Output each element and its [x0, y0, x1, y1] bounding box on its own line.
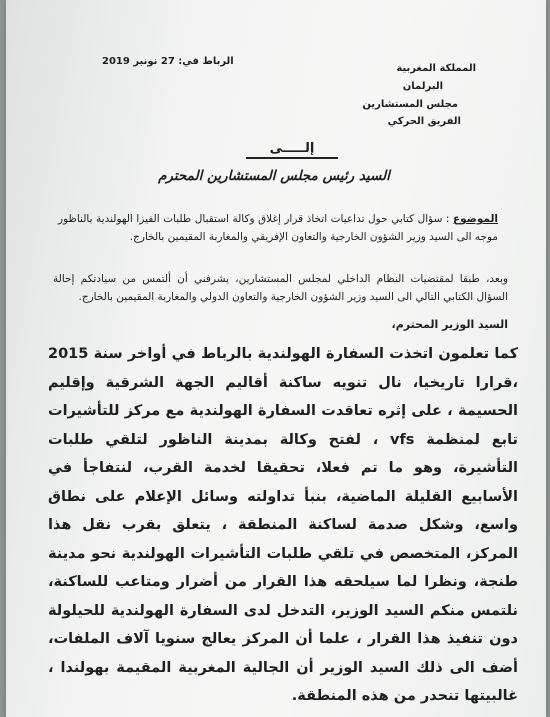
letter-page: [6, 0, 546, 717]
intro-paragraph: وبعد، طبقا لمقتضيات النظام الداخلي لمجلس المستشارين، يشرفني أن ألتمس من سيادتكم إحالة السؤال الكتابي التالي الى السيد وزير الشؤون الخارجية والتعاون الدولي والمغاربة المقيمين بالخارج.: [53, 273, 508, 303]
subject-text: : سؤال كتابي حول تداعيات اتخاذ قرار إغلاق وكالة استقبال طلبات الفيزا الهولندية بالناظور موجه الى السيد وزير الشؤون الخارجية والتعاون الإفريقي والمغاربة المقيمين بالخارج.: [58, 213, 498, 243]
letterhead-parliament: البرلمان: [402, 81, 443, 92]
letterhead-group: الفريق الحركي: [387, 116, 461, 127]
letterhead-kingdom: المملكة المغربية: [396, 63, 476, 74]
body-paragraph: كما تعلمون اتخذت السفارة الهولندية بالرباط في أواخر سنة 2015 ،قرارا تاريخيا، نال تنويه ساكنة أقاليم الجهة الشرقية وإقليم الحسيمة ، على إثره تعاقدت السفارة الهولندية مع مركز للتأشيرات تابع لمنظمة vfs ، لفتح وكالة بمدينة الناظور لتلقي طلبات التأشيرة، وهو ما تم فعلا، تحقيقا لخدمة القرب، لنتفاجأ في الأسابيع القليلة الماضية، بنبأ تداولته وسائل الإعلام على نطاق واسع، وشكل صدمة لساكنة المنطقة ، يتعلق بقرب نقل هذا المركز، المتخصص في تلقي طلبات التأشيرات الهولندية نحو مدينة طنجة، ونظرا لما سيلحقه هذا القرار من أضرار ومتاعب للساكنة، نلتمس منكم السيد الوزير، التدخل لدى السفارة الهولندية للحيلولة دون تنفيذ هذا القرار ، علما أن المركز يعالج سنويا آلاف الملفات، أضف الى ذلك السيد الوزير أن الجالية المغربية المقيمة بهولندا ، غالبيتها تنحدر من هذه المنطقة.: [48, 346, 518, 704]
recipient-line: السيد رئيس مجلس المستشارين المحترم: [158, 168, 390, 184]
subject-paragraph: [58, 210, 498, 246]
subject-label: الموضوع: [452, 213, 499, 225]
to-underline: [246, 157, 338, 159]
to-label: إلـــــى: [269, 141, 315, 156]
letterhead-council: مجلس المستشارين: [362, 99, 458, 110]
salutation: السيد الوزير المحترم،: [391, 318, 508, 331]
date-line: الرباط في: 27 نونبر 2019: [102, 56, 234, 67]
